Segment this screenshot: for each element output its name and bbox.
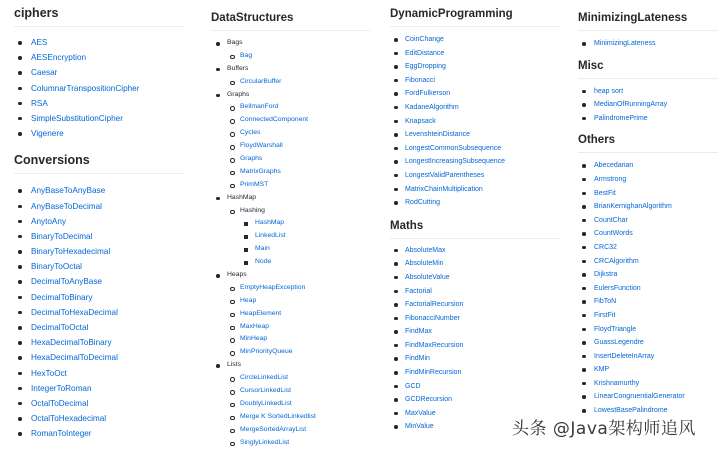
link-binary-to-octal[interactable]: BinaryToOctal: [31, 262, 82, 272]
link-max-heap[interactable]: MaxHeap: [240, 322, 270, 330]
list-item: [390, 298, 560, 312]
column-ciphers-conversions: [14, 0, 184, 442]
list-item: [390, 393, 560, 407]
link-connected-component[interactable]: ConnectedComponent: [240, 116, 309, 124]
list-item: [390, 155, 560, 169]
link-palindrome-prime[interactable]: PalindromePrime: [594, 114, 648, 122]
list-item: [14, 81, 184, 96]
list-item: [578, 268, 718, 282]
list-item: [211, 321, 371, 334]
list-item: [578, 309, 718, 323]
link-longest-increasing-subsequence[interactable]: LongestIncreasingSubsequence: [405, 158, 506, 166]
section-title-conversions: Conversions: [14, 153, 184, 174]
list-item: [14, 320, 184, 335]
link-circle-linked-list[interactable]: CircleLinkedList: [240, 374, 288, 382]
link-find-min-recursion[interactable]: FindMinRecursion: [405, 369, 462, 377]
link-anybase-to-decimal[interactable]: AnyBaseToDecimal: [31, 201, 102, 211]
list-item: [211, 76, 371, 89]
list-item: [390, 285, 560, 299]
list-item: [390, 87, 560, 101]
link-longest-common-subsequence[interactable]: LongestCommonSubsequence: [405, 144, 502, 152]
link-abecedarian[interactable]: Abecedarian: [594, 162, 634, 170]
link-egg-dropping[interactable]: EggDropping: [405, 63, 446, 71]
link-floyd-warshall[interactable]: FloydWarshall: [240, 142, 283, 150]
list-item: [14, 381, 184, 396]
list-item: [578, 159, 718, 173]
link-ford-fulkerson[interactable]: FordFulkerson: [405, 90, 451, 98]
list-item: [578, 255, 718, 269]
category-buffers: Buffers: [211, 63, 371, 76]
list-item: [14, 305, 184, 320]
list-item: [14, 350, 184, 365]
list-item: [390, 257, 560, 271]
link-hashmap[interactable]: HashMap: [255, 219, 285, 227]
link-bellman-ford[interactable]: BellmanFord: [240, 103, 279, 111]
link-longest-valid-parentheses[interactable]: LongestValidParentheses: [405, 171, 485, 179]
ciphers-list: [14, 35, 184, 141]
list-item: [14, 335, 184, 350]
link-levenshtein-distance[interactable]: LevenshteinDistance: [405, 131, 470, 139]
link-kadane-algorithm[interactable]: KadaneAlgorithm: [405, 103, 459, 111]
link-crc32[interactable]: CRC32: [594, 243, 617, 251]
link-count-words[interactable]: CountWords: [594, 230, 633, 238]
link-graphs[interactable]: Graphs: [240, 155, 263, 163]
list-item: [14, 65, 184, 80]
link-node[interactable]: Node: [255, 258, 272, 266]
link-find-min[interactable]: FindMin: [405, 355, 430, 363]
link-heap-sort[interactable]: heap sort: [594, 87, 624, 95]
list-item: [14, 126, 184, 141]
link-floyd-triangle[interactable]: FloydTriangle: [594, 325, 637, 333]
link-prim-mst[interactable]: PrimMST: [240, 180, 269, 188]
link-main[interactable]: Main: [255, 245, 270, 253]
list-item: [211, 411, 371, 424]
list-item: [14, 183, 184, 198]
list-item: [578, 282, 718, 296]
misc-list: [578, 85, 718, 126]
list-item: [578, 241, 718, 255]
link-hexadecimal-to-decimal[interactable]: HexaDecimalToDecimal: [31, 353, 118, 363]
list-item: [578, 85, 718, 99]
link-factorial[interactable]: Factorial: [405, 287, 432, 295]
link-krishnamurthy[interactable]: Krishnamurthy: [594, 379, 640, 387]
link-kmp[interactable]: KMP: [594, 366, 610, 374]
link-vigenere[interactable]: Vigenere: [31, 129, 64, 139]
data-structures-list: [211, 37, 371, 450]
category-graphs: Graphs: [211, 89, 371, 102]
link-brian-kernighan-algorithm[interactable]: BrianKernighanAlgorithm: [594, 203, 672, 211]
list-item: [578, 227, 718, 241]
link-gcd-recursion[interactable]: GCDRecursion: [405, 396, 453, 404]
link-linked-list[interactable]: LinkedList: [255, 232, 286, 240]
list-item: [14, 50, 184, 65]
list-item: [14, 426, 184, 441]
link-integer-to-roman[interactable]: IntegerToRoman: [31, 383, 92, 393]
link-matrix-graphs[interactable]: MatrixGraphs: [240, 167, 281, 175]
list-item: [578, 336, 718, 350]
list-item: [578, 214, 718, 228]
list-item: [211, 333, 371, 346]
list-item: [390, 74, 560, 88]
watermark: 头条 @Java架构师追风: [512, 419, 696, 439]
list-item: [390, 380, 560, 394]
link-guass-legendre[interactable]: GuassLegendre: [594, 339, 644, 347]
list-item: [390, 271, 560, 285]
link-anytoany[interactable]: AnytoAny: [31, 216, 67, 226]
link-cycles[interactable]: Cycles: [240, 129, 261, 137]
link-caesar[interactable]: Caesar: [31, 68, 58, 78]
section-title-ciphers: ciphers: [14, 6, 184, 27]
link-rsa[interactable]: RSA: [31, 98, 48, 108]
section-title-minimizing-lateness: MinimizingLateness: [578, 12, 718, 31]
dynamic-programming-list: [390, 33, 560, 210]
link-fibonacci[interactable]: Fibonacci: [405, 76, 435, 84]
list-item: [390, 183, 560, 197]
link-cursor-linked-list[interactable]: CursorLinkedList: [240, 387, 291, 395]
section-title-maths: Maths: [390, 220, 560, 239]
section-title-misc: Misc: [578, 60, 718, 79]
category-hashmap: HashMap: [211, 192, 371, 205]
link-simple-substitution-cipher[interactable]: SimpleSubstitutionCipher: [31, 113, 123, 123]
list-item: [211, 217, 371, 230]
list-item: [578, 98, 718, 112]
list-item: [14, 274, 184, 289]
list-item: [211, 282, 371, 295]
link-min-value[interactable]: MinValue: [405, 423, 434, 431]
link-minimizing-lateness[interactable]: MinimizingLateness: [594, 40, 656, 47]
list-item: [390, 115, 560, 129]
link-empty-heap-exception[interactable]: EmptyHeapException: [240, 283, 306, 291]
list-item: [390, 60, 560, 74]
list-item: [211, 437, 371, 450]
link-insert-delete-in-array[interactable]: InsertDeleteInArray: [594, 352, 655, 360]
list-item: [211, 385, 371, 398]
link-heap-element[interactable]: HeapElement: [240, 309, 282, 317]
list-item: [390, 196, 560, 210]
link-armstrong[interactable]: Armstrong: [594, 175, 627, 183]
list-item: [578, 112, 718, 126]
link-min-heap[interactable]: MinHeap: [240, 335, 268, 343]
link-singly-linked-list[interactable]: SinglyLinkedList: [240, 438, 290, 446]
link-min-priority-queue[interactable]: MinPriorityQueue: [240, 348, 293, 356]
list-item: [14, 199, 184, 214]
list-item: [14, 259, 184, 274]
others-list: [578, 159, 718, 417]
list-item: [14, 214, 184, 229]
list-item: [390, 142, 560, 156]
list-item: [211, 140, 371, 153]
link-count-char[interactable]: CountChar: [594, 216, 628, 224]
link-decimal-to-octal[interactable]: DecimalToOctal: [31, 323, 89, 332]
link-coin-change[interactable]: CoinChange: [405, 36, 444, 43]
list-item: [14, 411, 184, 426]
link-rod-cutting[interactable]: RodCutting: [405, 199, 441, 207]
list-item: [211, 166, 371, 179]
link-linear-congruential-generator[interactable]: LinearCongruentialGenerator: [594, 393, 685, 401]
link-absolute-min[interactable]: AbsoluteMin: [405, 260, 444, 268]
link-knapsack[interactable]: Knapsack: [405, 117, 436, 125]
link-aes[interactable]: AES: [31, 38, 48, 47]
link-decimal-to-binary[interactable]: DecimalToBinary: [31, 292, 93, 302]
list-item: [578, 323, 718, 337]
link-anybase-to-anybase[interactable]: AnyBaseToAnyBase: [31, 186, 106, 196]
list-item: [14, 35, 184, 50]
column-data-structures: [211, 0, 371, 450]
list-item: [14, 96, 184, 111]
link-crc-algorithm[interactable]: CRCAlgorithm: [594, 257, 639, 265]
link-gcd[interactable]: GCD: [405, 382, 421, 390]
link-hexadecimal-to-binary[interactable]: HexaDecimalToBinary: [31, 338, 112, 348]
section-title-others: Others: [578, 134, 718, 153]
link-aesencryption[interactable]: AESEncryption: [31, 53, 87, 63]
list-item: [211, 114, 371, 127]
conversions-list: [14, 183, 184, 441]
link-decimal-to-anybase[interactable]: DecimalToAnyBase: [31, 277, 102, 287]
maths-list: [390, 244, 560, 434]
section-title-data-structures: DataStructures: [211, 12, 371, 31]
list-item: [211, 243, 371, 256]
list-item: [14, 244, 184, 259]
minimizing-lateness-list: [578, 37, 718, 51]
list-item: [578, 377, 718, 391]
link-matrix-chain-multiplication[interactable]: MatrixChainMultiplication: [405, 185, 483, 193]
link-merge-k-sorted-linkedlist[interactable]: Merge K SortedLinkedlist: [240, 412, 316, 420]
link-absolute-value[interactable]: AbsoluteValue: [405, 273, 450, 281]
link-edit-distance[interactable]: EditDistance: [405, 49, 445, 57]
list-item: [14, 396, 184, 411]
link-hex-to-oct[interactable]: HexToOct: [31, 368, 67, 378]
link-bag[interactable]: Bag: [240, 51, 253, 59]
list-item: [211, 256, 371, 269]
list-item: [578, 37, 718, 51]
list-item: [390, 366, 560, 380]
list-item: [14, 229, 184, 244]
list-item: [390, 47, 560, 61]
list-item: [390, 169, 560, 183]
list-item: [211, 424, 371, 437]
list-item: [578, 295, 718, 309]
list-item: [578, 173, 718, 187]
link-decimal-to-hexadecimal[interactable]: DecimalToHexaDecimal: [31, 307, 118, 317]
link-binary-to-decimal[interactable]: BinaryToDecimal: [31, 231, 93, 241]
list-item: [390, 33, 560, 47]
list-item: [211, 398, 371, 411]
link-lowest-base-palindrome[interactable]: LowestBasePalindrome: [594, 407, 668, 415]
link-factorial-recursion[interactable]: FactorialRecursion: [405, 301, 464, 309]
link-fib-to-n[interactable]: FibToN: [594, 298, 617, 306]
link-max-value[interactable]: MaxValue: [405, 409, 436, 417]
list-item: [211, 50, 371, 63]
list-item: [14, 366, 184, 381]
list-item: [211, 153, 371, 166]
link-doubly-linked-list[interactable]: DoublyLinkedList: [240, 399, 292, 407]
list-item: [211, 230, 371, 243]
link-heap[interactable]: Heap: [240, 296, 257, 304]
link-fibonacci-number[interactable]: FibonacciNumber: [405, 314, 460, 322]
link-eulers-function[interactable]: EulersFunction: [594, 284, 641, 292]
link-find-max[interactable]: FindMax: [405, 328, 432, 336]
list-item: [390, 244, 560, 258]
list-item: [578, 390, 718, 404]
column-dynamic-programming-maths: [390, 0, 560, 434]
list-item: [211, 101, 371, 114]
subcategory-hashing: Hashing: [211, 205, 371, 218]
list-item: [390, 325, 560, 339]
list-item: [578, 200, 718, 214]
list-item: [211, 127, 371, 140]
link-octal-to-hexadecimal[interactable]: OctalToHexadecimal: [31, 414, 107, 424]
column-misc-others: [578, 0, 718, 418]
link-absolute-max[interactable]: AbsoluteMax: [405, 246, 446, 254]
link-merge-sorted-array-list[interactable]: MergeSortedArrayList: [240, 425, 307, 433]
category-bags: Bags: [211, 37, 371, 50]
section-title-dynamic-programming: DynamicProgramming: [390, 8, 560, 27]
link-best-fit[interactable]: BestFit: [594, 189, 616, 197]
link-roman-to-integer[interactable]: RomanToInteger: [31, 429, 92, 439]
list-item: [390, 128, 560, 142]
list-item: [578, 350, 718, 364]
list-item: [390, 339, 560, 353]
link-find-max-recursion[interactable]: FindMaxRecursion: [405, 341, 464, 349]
list-item: [211, 372, 371, 385]
list-item: [578, 187, 718, 201]
link-columnar-transposition-cipher[interactable]: ColumnarTranspositionCipher: [31, 83, 140, 93]
list-item: [14, 290, 184, 305]
list-item: [211, 346, 371, 359]
link-dijkstra[interactable]: Dijkstra: [594, 271, 618, 279]
category-lists: Lists: [211, 359, 371, 372]
list-item: [211, 308, 371, 321]
list-item: [390, 352, 560, 366]
link-first-fit[interactable]: FirstFit: [594, 311, 616, 319]
list-item: [390, 101, 560, 115]
list-item: [14, 111, 184, 126]
link-octal-to-decimal[interactable]: OctalToDecimal: [31, 398, 89, 408]
link-circular-buffer[interactable]: CircularBuffer: [240, 77, 282, 85]
list-item: [211, 295, 371, 308]
list-item: [390, 312, 560, 326]
link-binary-to-hexadecimal[interactable]: BinaryToHexadecimal: [31, 247, 111, 257]
link-median-of-running-array[interactable]: MedianOfRunningArray: [594, 101, 668, 109]
list-item: [578, 363, 718, 377]
list-item: [211, 179, 371, 192]
category-heaps: Heaps: [211, 269, 371, 282]
